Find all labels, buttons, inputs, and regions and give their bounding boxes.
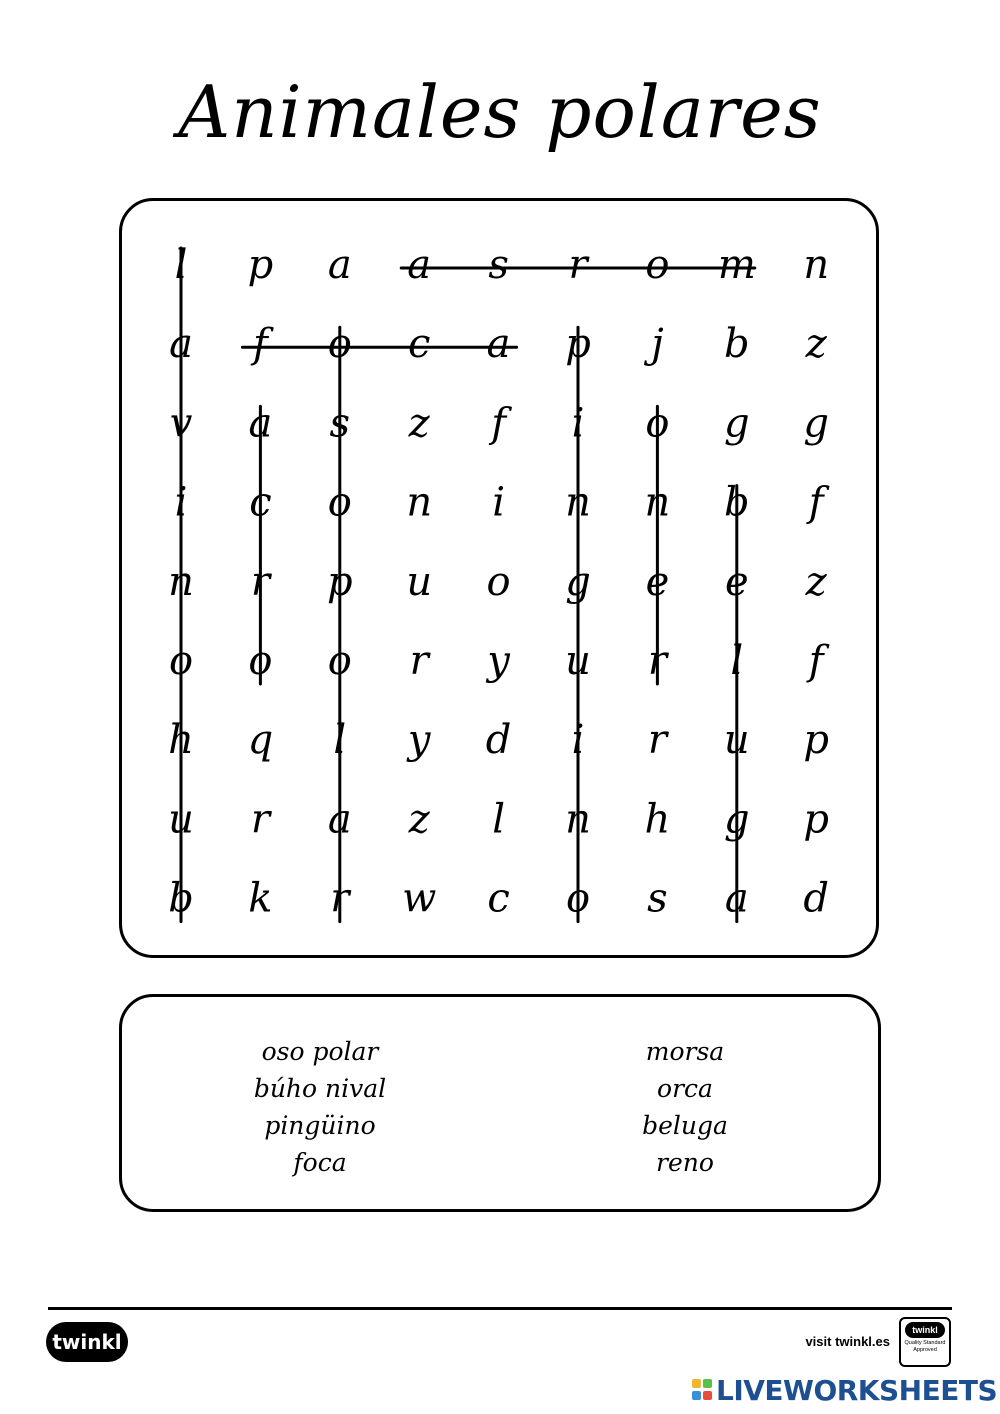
word-list-left [170,1033,470,1181]
grid-letter: a [327,242,352,288]
grid-letter: a [169,321,193,368]
grid-letter: r [330,875,350,922]
grid-letter: v [169,400,193,447]
grid-letter: l [333,717,347,764]
grid-letter: p [247,242,274,288]
grid-letter: n [644,479,671,526]
grid-letter: n [406,479,433,526]
page-title: Animales polares [178,70,822,154]
grid-letter: g [723,400,750,447]
grid-letter: g [565,558,591,605]
grid-letter: r [647,638,667,684]
logo-block [703,1379,712,1388]
grid-letter: l [492,796,505,843]
grid-letter: z [805,321,827,368]
badge-logo: twinkl [905,1322,945,1338]
grid-letter: s [488,242,509,288]
liveworksheets-text: LIVEWORKSHEETS [716,1374,998,1407]
badge-text: Quality Standard Approved [904,1340,946,1353]
grid-letter: r [647,717,667,764]
logo-block [692,1391,701,1400]
grid-letter: g [723,796,750,843]
footer-divider [48,1307,952,1310]
grid-letter: p [326,558,353,605]
grid-letter: q [247,717,274,764]
grid-letter: m [717,242,756,288]
grid-letter: h [168,717,194,764]
grid-letter: w [402,875,437,922]
grid-letter: l [174,242,188,288]
liveworksheets-watermark [688,1374,998,1407]
grid-letter: c [249,479,272,526]
grid-letter: u [168,796,194,843]
grid-letter: o [168,638,194,684]
grid-letter: r [409,638,429,684]
grid-letter: o [327,321,352,368]
grid-letter: b [168,875,194,922]
grid-letter: i [492,479,505,526]
grid-letter: l [730,638,744,684]
word-item: morsa [645,1037,725,1066]
liveworksheets-logo-icon [692,1379,714,1403]
grid-letter: a [248,400,273,447]
word-item: oso polar [261,1037,379,1066]
grid-letter: i [571,400,585,447]
grid-letter: u [565,638,591,684]
grid-letter: o [565,875,591,922]
logo-block [692,1379,701,1388]
word-item: orca [657,1074,713,1103]
grid-letter: u [406,558,433,605]
grid-letter: c [407,321,431,368]
grid-letter: n [168,558,194,605]
grid-letter: f [808,479,824,526]
grid-letter: i [571,717,585,764]
grid-letter: g [803,400,830,447]
grid-letter: n [565,479,591,526]
grid-letter: z [408,796,430,843]
grid-letter: f [808,638,824,684]
grid-letter: o [486,558,511,605]
grid-letter: r [568,242,588,288]
grid-letter: a [327,796,352,843]
word-list-box [119,994,881,1212]
word-item: pingüino [264,1111,376,1140]
grid-letter: e [724,558,749,605]
grid-letter: r [250,796,270,843]
grid-letter: a [724,875,749,922]
grid-letter: h [644,796,671,843]
grid-letter: j [651,321,664,368]
grid-letter: k [248,875,273,922]
word-list-right [535,1033,835,1181]
grid-letter: o [645,400,670,447]
grid-letter: a [407,242,432,288]
grid-letter: p [803,717,830,764]
grid-letter: f [491,400,507,447]
grid-letter: f [252,321,268,368]
grid-letter: b [723,321,750,368]
quality-badge [899,1317,951,1367]
grid-letter: n [803,242,830,288]
grid-letter: c [487,875,510,922]
grid-letter: o [327,638,352,684]
grid-letter: b [723,479,750,526]
word-item: foca [293,1148,347,1177]
grid-letter: s [329,400,351,447]
grid-letter: p [803,796,830,843]
grid-letter: y [487,638,510,684]
grid-letter: u [723,717,750,764]
grid-letter: e [645,558,670,605]
word-item: beluga [642,1111,728,1140]
grid-letter: r [250,558,270,605]
grid-letter: z [805,558,827,605]
grid-letter: i [174,479,188,526]
grid-letter: p [565,321,591,368]
word-search-grid-frame [119,198,879,958]
twinkl-logo[interactable]: twinkl [46,1322,128,1362]
grid-letter: n [565,796,591,843]
grid-letter: y [407,717,431,764]
visit-link[interactable]: visit twinkl.es [805,1334,890,1349]
grid-letter: s [647,875,668,922]
grid-letter: a [486,321,511,368]
word-item: búho nival [253,1074,387,1103]
word-item: reno [656,1148,714,1177]
grid-letter: o [248,638,273,684]
logo-block [703,1391,712,1400]
grid-letter: z [408,400,430,447]
grid-letter: d [485,717,512,764]
grid-letter: o [327,479,352,526]
grid-letter: d [803,875,830,922]
grid-letter: o [645,242,670,288]
